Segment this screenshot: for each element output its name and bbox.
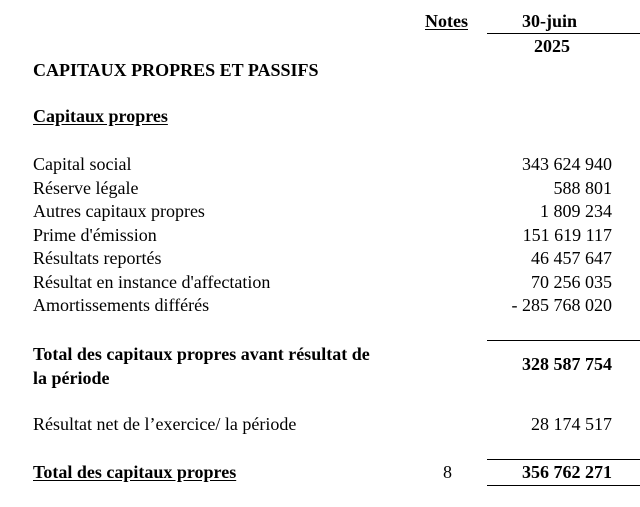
row-value-autres-capitaux: 1 809 234 — [540, 201, 612, 221]
notes-column-header: Notes — [425, 11, 468, 31]
row-value-prime-emission: 151 619 117 — [522, 225, 612, 245]
row-label-amortissements: Amortissements différés — [33, 295, 210, 315]
subtotal-label-line1: Total des capitaux propres avant résultat de — [33, 344, 370, 364]
row-value-resultats-reportes: 46 457 647 — [531, 248, 612, 268]
year-column-header: 2025 — [534, 36, 570, 56]
subsection-title: Capitaux propres — [33, 106, 168, 126]
row-label-resultats-reportes: Résultats reportés — [33, 248, 162, 268]
total-label: Total des capitaux propres — [33, 462, 237, 482]
row-label-resultat-instance: Résultat en instance d'affectation — [33, 272, 271, 292]
net-result-value: 28 174 517 — [531, 414, 612, 434]
row-value-amortissements: - 285 768 020 — [511, 295, 612, 315]
subtotal-value: 328 587 754 — [522, 354, 612, 374]
section-title: CAPITAUX PROPRES ET PASSIFS — [33, 60, 319, 80]
row-value-resultat-instance: 70 256 035 — [531, 272, 612, 292]
row-value-capital-social: 343 624 940 — [522, 154, 612, 174]
row-value-reserve-legale: 588 801 — [553, 178, 612, 198]
row-label-autres-capitaux: Autres capitaux propres — [33, 201, 205, 221]
subtotal-rule — [487, 340, 640, 341]
net-result-label: Résultat net de l’exercice/ la période — [33, 414, 297, 434]
total-note: 8 — [443, 462, 452, 482]
total-top-rule — [487, 459, 640, 460]
total-value: 356 762 271 — [522, 462, 612, 482]
date-column-header: 30-juin — [522, 11, 578, 31]
subtotal-label-line2: la période — [33, 368, 110, 388]
total-bottom-rule — [487, 485, 640, 486]
row-label-prime-emission: Prime d'émission — [33, 225, 157, 245]
row-label-capital-social: Capital social — [33, 154, 132, 174]
row-label-reserve-legale: Réserve légale — [33, 178, 139, 198]
header-rule — [487, 33, 640, 34]
